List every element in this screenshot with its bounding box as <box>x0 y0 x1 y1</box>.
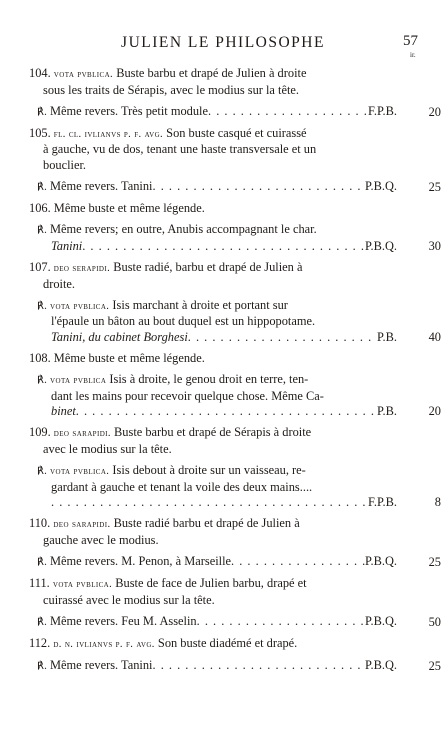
page-number: 57 <box>403 33 418 49</box>
description-line: à gauche, vu de dos, tenant une haste transversale et un <box>43 142 317 157</box>
legend: vota pvblica. <box>50 465 110 477</box>
collection-code: P.B.Q. <box>364 657 397 672</box>
running-title: JULIEN LE PHILOSOPHE <box>121 34 325 51</box>
collection-code: F.P.B. <box>368 103 397 118</box>
reverse-text: Même revers. Très petit module <box>50 103 208 118</box>
reverse-111 <box>29 613 441 631</box>
coin-catalogue <box>29 66 441 675</box>
description-line: sous les traits de Sérapis, avec le modius sur la tête. <box>43 82 300 97</box>
legend: deo serapidi. <box>53 262 111 274</box>
price: 25 <box>428 658 441 673</box>
text-fragment: 108. <box>29 350 51 365</box>
legend: d. n. ivlianvs p. f. avg. <box>53 638 155 650</box>
entry-106 <box>29 201 397 217</box>
collection-code: P.B.Q. <box>364 238 397 253</box>
text-fragment: Son buste casqué et cuirassé <box>166 125 307 140</box>
description-line: cuirassé avec le modius sur la tête. <box>43 592 215 607</box>
text-fragment: Même revers. M. Penon, à Marseille <box>50 553 232 568</box>
text-fragment: Isis marchant à droite et portant sur <box>112 297 288 312</box>
description-line: bouclier. <box>43 157 87 172</box>
source-name: binet <box>51 404 76 419</box>
recipe-sign-icon: ℟. <box>37 465 48 477</box>
text-fragment: Buste de face de Julien barbu, drapé et <box>115 576 307 591</box>
entry-107 <box>29 260 397 292</box>
description-line: droite. <box>43 276 75 291</box>
text-fragment: Même revers. Feu M. Asselin <box>50 613 197 628</box>
entry-111 <box>29 576 397 608</box>
text-fragment: Isis debout à droite sur un vaisseau, re- <box>112 462 306 477</box>
description-line: avec le modius sur la tête. <box>43 441 172 456</box>
text-fragment: 111. <box>29 576 50 591</box>
entry-112 <box>29 636 397 653</box>
reverse-106 <box>29 222 441 254</box>
price: 40 <box>428 329 441 344</box>
price: 25 <box>428 554 441 569</box>
entry-109 <box>29 425 397 457</box>
collection-code: P.B.Q. <box>364 613 397 628</box>
text-fragment: 105. <box>29 125 51 140</box>
price: 50 <box>428 614 441 629</box>
recipe-sign-icon: ℟. <box>37 225 48 237</box>
text-fragment: Même revers; en outre, Anubis accompagnant le char. <box>50 222 317 237</box>
collection-code: P.B.Q. <box>364 553 397 568</box>
legend: vota pvblica. <box>50 300 110 312</box>
reverse-105 <box>29 179 441 196</box>
text-fragment: 107. <box>29 259 51 274</box>
source-name: Tanini, du cabinet Borghesi <box>51 329 188 344</box>
text-fragment: 110. <box>29 516 51 531</box>
source-name: Tanini <box>51 238 83 253</box>
text-fragment: Son buste diadémé et drapé. <box>157 635 298 650</box>
legend: vota pvblica <box>50 375 107 386</box>
price: 8 <box>434 495 441 510</box>
collection-code: P.B. <box>377 404 397 419</box>
legend: vota pvblica. <box>52 579 113 591</box>
text-fragment: Même revers. Tanini <box>50 657 153 672</box>
description-line: gardant à gauche et tenant la voile des deux mains.... <box>51 479 313 494</box>
description-line: dant les mains pour recevoir quelque chose. Même Ca- <box>51 388 324 403</box>
recipe-sign-icon: ℟. <box>37 300 48 312</box>
reverse-107 <box>29 297 441 346</box>
description-line: l'épaule un bâton au bout duquel est un hippopotame. <box>51 314 316 329</box>
recipe-sign-icon: ℟. <box>37 106 48 118</box>
reverse-108 <box>29 372 441 420</box>
text-fragment: Buste radié, barbu et drapé de Julien à <box>113 259 303 274</box>
price: 20 <box>428 404 441 419</box>
recipe-sign-icon: ℟. <box>37 556 48 568</box>
price: 30 <box>428 238 441 253</box>
legend: vota pvblica. <box>53 69 114 80</box>
text-fragment: Buste radié barbu et drapé de Julien à <box>113 516 300 531</box>
text-fragment: Même revers. Tanini <box>50 179 153 194</box>
description-line: Même buste et même légende. <box>53 350 205 365</box>
reverse-104 <box>29 103 441 121</box>
description-line: Buste barbu et drapé de Julien à droite <box>116 66 307 80</box>
recipe-sign-icon: ℟. <box>37 616 48 628</box>
reverse-109 <box>29 462 441 511</box>
entry-105 <box>29 126 397 174</box>
collection-code: P.B.Q. <box>364 179 397 194</box>
description-line: gauche avec le modius. <box>43 532 159 547</box>
reverse-110 <box>29 553 441 571</box>
text-fragment: 106. <box>29 201 51 216</box>
recipe-sign-icon: ℟. <box>37 660 48 672</box>
recipe-sign-icon: ℟. <box>37 182 48 194</box>
collection-code: P.B. <box>377 329 397 344</box>
legend: deo sarapidi. <box>53 519 111 531</box>
reverse-112 <box>29 657 441 675</box>
legend: fl. cl. ivlianvs p. f. avg. <box>53 128 164 140</box>
text-fragment: Buste barbu et drapé de Sérapis à droite <box>114 425 312 440</box>
description-line: Même buste et même légende. <box>53 201 205 216</box>
text-fragment: 109. <box>29 425 51 440</box>
text-fragment: 112. <box>29 635 51 650</box>
price: 25 <box>428 180 441 195</box>
collection-code: F.P.B. <box>368 495 397 510</box>
price: 20 <box>428 104 441 119</box>
entry-number: 104. <box>29 66 51 80</box>
entry-110 <box>29 516 397 548</box>
recipe-sign-icon: ℟. <box>37 375 48 386</box>
signature-mark: ir. <box>410 51 416 59</box>
entry-104 <box>29 66 397 98</box>
entry-108 <box>29 351 397 367</box>
text-fragment: Isis à droite, le genou droit en terre, ten- <box>109 372 309 386</box>
legend: deo sarapidi. <box>53 428 111 440</box>
